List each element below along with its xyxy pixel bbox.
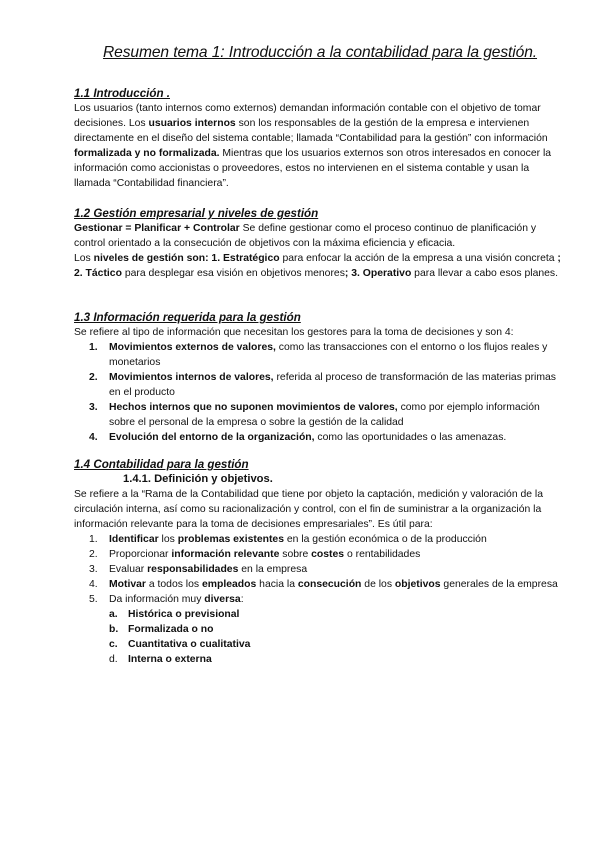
numbered-list [74,532,566,607]
section-heading: 1.3 Información requerida para la gestión [74,311,301,324]
section-heading: 1.4 Contabilidad para la gestión [74,458,249,471]
bold-text: ; 2. Táctico [74,253,561,279]
bold-text: Movimientos internos de valores, [109,372,274,383]
bold-text: ; 3. Operativo [344,268,412,279]
list-item [74,340,566,370]
paragraph [74,251,566,281]
bold-text: problemas existentes [177,534,284,545]
list-item [74,577,566,592]
section-introduccion [74,86,566,191]
list-item [74,607,566,622]
list-item [74,637,566,652]
document-title: Resumen tema 1: Introducción a la contabilidad para la gestión. [102,44,538,61]
text: para enfocar la acción de la empresa a una visión concreta [279,253,558,264]
list-item [74,430,566,445]
bold-text: Movimientos externos de valores, [109,342,276,353]
bold-text: Cuantitativa o cualitativa [128,639,251,650]
list-item [74,532,566,547]
list-number: 1. [89,342,98,353]
list-item [74,622,566,637]
subsection-heading: 1.4.1. Definición y objetivos. [123,473,273,485]
text: como por ejemplo información sobre el personal de la empresa o sobre la gestión de la calidad [109,402,540,428]
text: como las transacciones con el entorno o los flujos reales y monetarios [109,342,548,368]
list-letter: d. [109,654,118,665]
bold-text: Formalizada o no [128,624,214,635]
bold-text: usuarios internos [148,118,236,129]
bold-text: objetivos [394,579,441,590]
numbered-list [74,340,566,445]
text: : [240,594,244,605]
text: generales de la empresa [440,579,558,590]
text: los [158,534,178,545]
text: Da información muy [109,594,205,605]
list-number: 4. [89,432,98,443]
text: Los usuarios (tanto internos como externos) demandan información contable con el objetivo de tomar decisiones. Los [74,103,541,129]
lettered-list [74,607,566,667]
list-letter: c. [109,639,118,650]
section-gestion-empresarial [74,206,566,281]
section-heading: 1.2 Gestión empresarial y niveles de gestión [74,207,319,220]
list-item [74,547,566,562]
list-item [74,400,566,430]
section-informacion-requerida [74,310,566,445]
list-number: 5. [89,594,98,605]
bold-text: consecución [297,579,362,590]
bold-text: Evolución del entorno de la organización, [109,432,315,443]
list-letter: a. [109,609,118,620]
bold-text: Interna o externa [128,654,212,665]
list-number: 2. [89,549,98,560]
bold-text: Identificar [109,534,159,545]
list-item [74,652,566,667]
paragraph [74,101,566,191]
list-item [74,592,566,607]
text: Los [74,253,94,264]
text: a todos los [145,579,202,590]
text: Mientras que los usuarios externos son otros interesados en conocer la información como accionistas o proveedores, estos no intervienen en el sistema contable y usan la llamada “Contabilidad financiera”. [74,148,552,189]
paragraph [74,221,566,251]
list-letter: b. [109,624,119,635]
text: o rentabilidades [344,549,421,560]
text: son los responsables de la gestión de la empresa e intervienen directamente en el diseño del sistema contable; llamada “Contabilidad para la gestión” con información [74,118,548,144]
section-contabilidad-gestion [74,457,566,667]
bold-text: Histórica o previsional [128,609,240,620]
bold-text: Gestionar = Planificar + Controlar [74,223,240,234]
list-item [74,562,566,577]
text: como las oportunidades o las amenazas. [314,432,507,443]
bold-text: niveles de gestión son: 1. Estratégico [93,253,280,264]
text: para desplegar esa visión en objetivos menores [121,268,345,279]
bold-text: Motivar [109,579,146,590]
text: en la empresa [238,564,308,575]
text: de los [361,579,395,590]
bold-text: costes [311,549,345,560]
list-number: 3. [89,564,98,575]
text: en la gestión económica o de la producción [283,534,487,545]
bold-text: Hechos internos que no suponen movimientos de valores, [109,402,398,413]
text: hacia la [256,579,298,590]
text: Evaluar [109,564,148,575]
list-number: 2. [89,372,98,383]
text: para llevar a cabo esos planes. [411,268,559,279]
text: referida al proceso de transformación de las materias primas en el producto [109,372,556,398]
section-heading: 1.1 Introducción . [74,87,170,100]
list-number: 3. [89,402,98,413]
list-item [74,370,566,400]
list-number: 1. [89,534,98,545]
text: Proporcionar [109,549,172,560]
bold-text: diversa [204,594,241,605]
bold-text: responsabilidades [147,564,239,575]
bold-text: empleados [201,579,257,590]
list-number: 4. [89,579,98,590]
bold-text: formalizada y no formalizada. [74,148,220,159]
text: sobre [279,549,312,560]
paragraph: Se refiere a la “Rama de la Contabilidad que tiene por objeto la captación, medición y valoración de la circulación interna, así como su racionalización y control, con el fin de suministrar a la organización la información relevante para la toma de decisiones empresariales”. Es útil para: [74,489,544,530]
bold-text: información relevante [171,549,280,560]
text: Se define gestionar como el proceso continuo de planificación y control orientado a la consecución de objetivos con la máxima eficiencia y eficacia. [74,223,537,249]
paragraph: Se refiere al tipo de información que necesitan los gestores para la toma de decisiones y son 4: [74,327,514,338]
